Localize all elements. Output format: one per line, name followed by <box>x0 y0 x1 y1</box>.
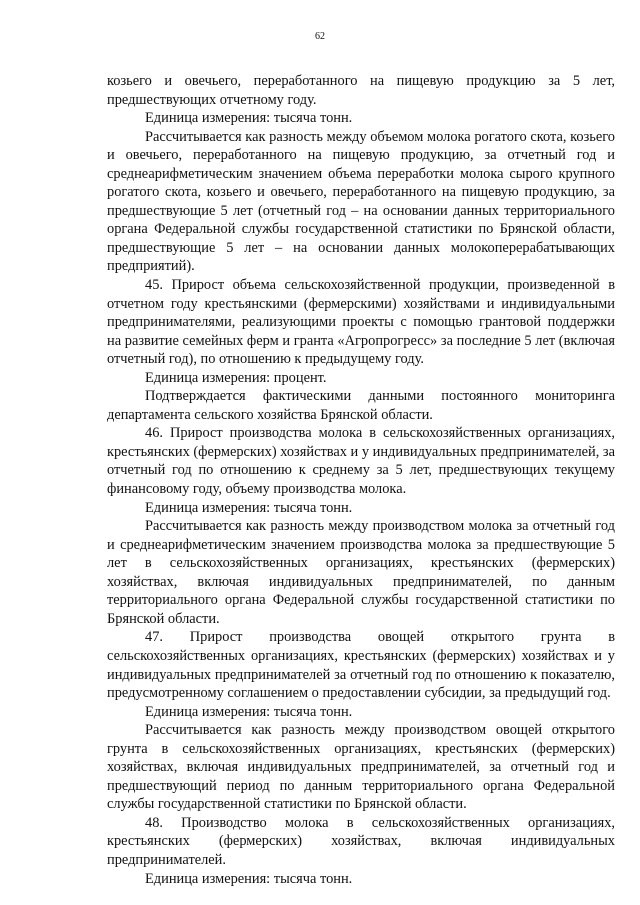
page-number: 62 <box>315 31 325 42</box>
unit-of-measure-percent: Единица измерения: процент. <box>145 369 327 386</box>
confirmation-description: Подтверждается фактическими данными постоянного мониторинга департамента сельского хозяйства Брянской области. <box>107 388 615 423</box>
unit-of-measure-thousand-tons: Единица измерения: тысяча тонн. <box>145 703 353 720</box>
indicator-46: 46. Прирост производства молока в сельскохозяйственных организациях, крестьянских (фермерских) хозяйствах и у индивидуальных предпринимателей, за отчетный год по отношению к среднему за 5 лет, предшествующих текущему финансовому году, объему производства молока. <box>107 425 615 498</box>
indicator-45: 45. Прирост объема сельскохозяйственной продукции, произведенной в отчетном году крестьянскими (фермерскими) хозяйствами и индивидуальными предпринимателями, реализующими проекты с помощью грантовой поддержки на развитие семейных ферм и гранта «Агропрогресс» за последние 5 лет (включая отчетный год), по отношению к предыдущему году. <box>107 277 615 368</box>
calculation-description: Рассчитывается как разность между объемом молока рогатого скота, козьего и овечьего, переработанного на пищевую продукцию, за отчетный год и среднеарифметическим значением объема переработки молока сырого крупного рогатого скота, козьего и овечьего, переработанного на пищевую продукцию, за предшествующие 5 лет (отчетный год – на основании данных территориального органа Федеральной службы государственной статистики по Брянской области, предшествующие 5 лет – на основании данных молокоперерабатывающих предприятий). <box>107 128 615 275</box>
unit-of-measure-thousand-tons: Единица измерения: тысяча тонн. <box>145 499 353 516</box>
paragraph-milk-processing-continuation: козьего и овечьего, переработанного на пищевую продукцию за 5 лет, предшествующих отчетному году. <box>107 73 615 108</box>
calculation-description: Рассчитывается как разность между производством молока за отчетный год и среднеарифметическим значением производства молока за предшествующие 5 лет в сельскохозяйственных организациях, крестьянских (фермерских) хозяйствах, включая индивидуальных предпринимателей, по данным территориального органа Федеральной службы государственной статистики по Брянской области. <box>107 518 615 627</box>
indicator-48: 48. Производство молока в сельскохозяйственных организациях, крестьянских (фермерских) хозяйствах, включая индивидуальных предпринимателей. <box>107 814 615 868</box>
document-body <box>107 72 615 888</box>
calculation-description: Рассчитывается как разность между производством овощей открытого грунта в сельскохозяйственных организациях, крестьянских (фермерских) хозяйствах, включая индивидуальных предпринимателей, за отчетный год и предшествующий период по данным территориального органа Федеральной службы государственной статистики по Брянской области. <box>107 722 615 813</box>
unit-of-measure-thousand-tons: Единица измерения: тысяча тонн. <box>145 870 353 887</box>
unit-of-measure-thousand-tons: Единица измерения: тысяча тонн. <box>145 110 353 127</box>
indicator-47: 47. Прирост производства овощей открытого грунта в сельскохозяйственных организациях, крестьянских (фермерских) хозяйствах и у индивидуальных предпринимателей за отчетный год по отношению к показателю, предусмотренному соглашением о предоставлении субсидии, за предыдущий год. <box>107 629 615 702</box>
